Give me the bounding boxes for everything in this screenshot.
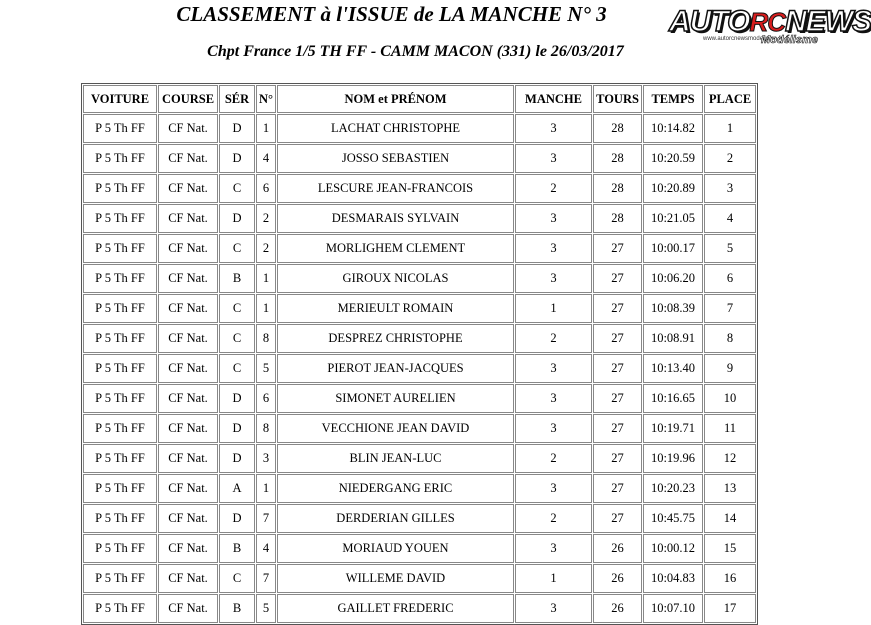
nom-cell: MORLIGHEM CLEMENT (277, 234, 514, 263)
manche-cell: 3 (515, 234, 592, 263)
nom-cell: GAILLET FREDERIC (277, 594, 514, 623)
place-cell: 11 (704, 414, 756, 443)
place-cell: 16 (704, 564, 756, 593)
manche-cell: 3 (515, 414, 592, 443)
table-row (83, 504, 756, 533)
temps-cell: 10:13.40 (643, 354, 703, 383)
numero-cell: 1 (256, 264, 276, 293)
place-cell: 7 (704, 294, 756, 323)
course-cell: CF Nat. (158, 234, 218, 263)
tours-cell: 26 (593, 594, 642, 623)
place-cell: 9 (704, 354, 756, 383)
course-cell: CF Nat. (158, 354, 218, 383)
voiture-cell: P 5 Th FF (83, 174, 157, 203)
numero-cell: 4 (256, 534, 276, 563)
serie-cell: C (219, 564, 255, 593)
logo-url: www.autorcnewsmodelisme.fr (703, 36, 783, 42)
temps-cell: 10:06.20 (643, 264, 703, 293)
place-cell: 3 (704, 174, 756, 203)
manche-cell: 2 (515, 324, 592, 353)
column-header-place: PLACE (704, 85, 756, 113)
table-row (83, 384, 756, 413)
serie-cell: D (219, 444, 255, 473)
tours-cell: 28 (593, 174, 642, 203)
nom-cell: JOSSO SEBASTIEN (277, 144, 514, 173)
course-cell: CF Nat. (158, 114, 218, 143)
nom-cell: VECCHIONE JEAN DAVID (277, 414, 514, 443)
nom-cell: LESCURE JEAN-FRANCOIS (277, 174, 514, 203)
course-cell: CF Nat. (158, 204, 218, 233)
temps-cell: 10:08.39 (643, 294, 703, 323)
voiture-cell: P 5 Th FF (83, 474, 157, 503)
page-title: CLASSEMENT à l'ISSUE de LA MANCHE N° 3 (176, 2, 607, 26)
voiture-cell: P 5 Th FF (83, 354, 157, 383)
serie-cell: D (219, 504, 255, 533)
tours-cell: 27 (593, 354, 642, 383)
course-cell: CF Nat. (158, 564, 218, 593)
course-cell: CF Nat. (158, 414, 218, 443)
serie-cell: C (219, 174, 255, 203)
course-cell: CF Nat. (158, 444, 218, 473)
manche-cell: 3 (515, 144, 592, 173)
temps-cell: 10:20.23 (643, 474, 703, 503)
voiture-cell: P 5 Th FF (83, 114, 157, 143)
tours-cell: 28 (593, 114, 642, 143)
temps-cell: 10:08.91 (643, 324, 703, 353)
nom-cell: WILLEME DAVID (277, 564, 514, 593)
serie-cell: D (219, 114, 255, 143)
voiture-cell: P 5 Th FF (83, 444, 157, 473)
manche-cell: 1 (515, 294, 592, 323)
numero-cell: 1 (256, 294, 276, 323)
temps-cell: 10:20.59 (643, 144, 703, 173)
table-header-row (83, 85, 756, 113)
manche-cell: 3 (515, 114, 592, 143)
voiture-cell: P 5 Th FF (83, 144, 157, 173)
table-row (83, 474, 756, 503)
results-body (83, 114, 756, 623)
course-cell: CF Nat. (158, 324, 218, 353)
course-cell: CF Nat. (158, 534, 218, 563)
logo-wordmark: AUTORCNEWS (669, 5, 871, 38)
numero-cell: 3 (256, 444, 276, 473)
table-row (83, 444, 756, 473)
temps-cell: 10:21.05 (643, 204, 703, 233)
table-row (83, 324, 756, 353)
column-header-course: COURSE (158, 85, 218, 113)
temps-cell: 10:45.75 (643, 504, 703, 533)
course-cell: CF Nat. (158, 144, 218, 173)
serie-cell: C (219, 354, 255, 383)
manche-cell: 2 (515, 504, 592, 533)
serie-cell: D (219, 414, 255, 443)
course-cell: CF Nat. (158, 594, 218, 623)
serie-cell: C (219, 294, 255, 323)
tours-cell: 27 (593, 234, 642, 263)
column-header-temps: TEMPS (643, 85, 703, 113)
column-header-tours: TOURS (593, 85, 642, 113)
tours-cell: 28 (593, 204, 642, 233)
nom-cell: PIEROT JEAN-JACQUES (277, 354, 514, 383)
table-row (83, 144, 756, 173)
voiture-cell: P 5 Th FF (83, 534, 157, 563)
serie-cell: D (219, 144, 255, 173)
nom-cell: SIMONET AURELIEN (277, 384, 514, 413)
numero-cell: 5 (256, 594, 276, 623)
table-row (83, 174, 756, 203)
serie-cell: D (219, 384, 255, 413)
voiture-cell: P 5 Th FF (83, 414, 157, 443)
serie-cell: B (219, 264, 255, 293)
manche-cell: 3 (515, 264, 592, 293)
page-subtitle: Chpt France 1/5 TH FF - CAMM MACON (331) le 26/03/2017 (207, 43, 624, 60)
manche-cell: 2 (515, 444, 592, 473)
tours-cell: 27 (593, 264, 642, 293)
place-cell: 5 (704, 234, 756, 263)
temps-cell: 10:04.83 (643, 564, 703, 593)
serie-cell: C (219, 324, 255, 353)
results-table (81, 83, 758, 625)
tours-cell: 28 (593, 144, 642, 173)
tours-cell: 27 (593, 444, 642, 473)
serie-cell: B (219, 594, 255, 623)
temps-cell: 10:00.12 (643, 534, 703, 563)
place-cell: 13 (704, 474, 756, 503)
manche-cell: 3 (515, 474, 592, 503)
serie-cell: C (219, 234, 255, 263)
table-row (83, 354, 756, 383)
column-header-manche: MANCHE (515, 85, 592, 113)
place-cell: 2 (704, 144, 756, 173)
tours-cell: 27 (593, 384, 642, 413)
course-cell: CF Nat. (158, 294, 218, 323)
temps-cell: 10:14.82 (643, 114, 703, 143)
column-header-nom: NOM et PRÉNOM (277, 85, 514, 113)
temps-cell: 10:07.10 (643, 594, 703, 623)
column-header-serie: SÉR (219, 85, 255, 113)
numero-cell: 6 (256, 174, 276, 203)
manche-cell: 3 (515, 384, 592, 413)
table-row (83, 594, 756, 623)
place-cell: 12 (704, 444, 756, 473)
nom-cell: MERIEULT ROMAIN (277, 294, 514, 323)
nom-cell: NIEDERGANG ERIC (277, 474, 514, 503)
tours-cell: 27 (593, 474, 642, 503)
place-cell: 15 (704, 534, 756, 563)
voiture-cell: P 5 Th FF (83, 234, 157, 263)
voiture-cell: P 5 Th FF (83, 594, 157, 623)
nom-cell: DESMARAIS SYLVAIN (277, 204, 514, 233)
serie-cell: B (219, 534, 255, 563)
nom-cell: BLIN JEAN-LUC (277, 444, 514, 473)
temps-cell: 10:19.71 (643, 414, 703, 443)
course-cell: CF Nat. (158, 504, 218, 533)
numero-cell: 2 (256, 234, 276, 263)
temps-cell: 10:16.65 (643, 384, 703, 413)
table-row (83, 114, 756, 143)
temps-cell: 10:00.17 (643, 234, 703, 263)
place-cell: 1 (704, 114, 756, 143)
column-header-numero: N° (256, 85, 276, 113)
tours-cell: 26 (593, 534, 642, 563)
table-row (83, 564, 756, 593)
table-row (83, 414, 756, 443)
temps-cell: 10:19.96 (643, 444, 703, 473)
voiture-cell: P 5 Th FF (83, 384, 157, 413)
course-cell: CF Nat. (158, 474, 218, 503)
course-cell: CF Nat. (158, 174, 218, 203)
place-cell: 10 (704, 384, 756, 413)
course-cell: CF Nat. (158, 384, 218, 413)
numero-cell: 8 (256, 324, 276, 353)
place-cell: 17 (704, 594, 756, 623)
manche-cell: 3 (515, 594, 592, 623)
nom-cell: GIROUX NICOLAS (277, 264, 514, 293)
numero-cell: 5 (256, 354, 276, 383)
manche-cell: 1 (515, 564, 592, 593)
temps-cell: 10:20.89 (643, 174, 703, 203)
serie-cell: A (219, 474, 255, 503)
tours-cell: 27 (593, 294, 642, 323)
tours-cell: 26 (593, 564, 642, 593)
manche-cell: 2 (515, 174, 592, 203)
numero-cell: 7 (256, 564, 276, 593)
voiture-cell: P 5 Th FF (83, 294, 157, 323)
numero-cell: 4 (256, 144, 276, 173)
course-cell: CF Nat. (158, 264, 218, 293)
tours-cell: 27 (593, 324, 642, 353)
tours-cell: 27 (593, 414, 642, 443)
place-cell: 14 (704, 504, 756, 533)
column-header-voiture: VOITURE (83, 85, 157, 113)
nom-cell: LACHAT CHRISTOPHE (277, 114, 514, 143)
serie-cell: D (219, 204, 255, 233)
numero-cell: 6 (256, 384, 276, 413)
numero-cell: 2 (256, 204, 276, 233)
table-row (83, 234, 756, 263)
manche-cell: 3 (515, 354, 592, 383)
place-cell: 4 (704, 204, 756, 233)
autorcnews-logo (669, 4, 871, 46)
voiture-cell: P 5 Th FF (83, 204, 157, 233)
voiture-cell: P 5 Th FF (83, 264, 157, 293)
place-cell: 8 (704, 324, 756, 353)
tours-cell: 27 (593, 504, 642, 533)
numero-cell: 1 (256, 474, 276, 503)
voiture-cell: P 5 Th FF (83, 324, 157, 353)
numero-cell: 7 (256, 504, 276, 533)
nom-cell: MORIAUD YOUEN (277, 534, 514, 563)
manche-cell: 3 (515, 534, 592, 563)
table-row (83, 294, 756, 323)
voiture-cell: P 5 Th FF (83, 564, 157, 593)
table-row (83, 534, 756, 563)
manche-cell: 3 (515, 204, 592, 233)
nom-cell: DERDERIAN GILLES (277, 504, 514, 533)
numero-cell: 8 (256, 414, 276, 443)
nom-cell: DESPREZ CHRISTOPHE (277, 324, 514, 353)
place-cell: 6 (704, 264, 756, 293)
table-row (83, 204, 756, 233)
logo-tagline: Modélisme (761, 34, 818, 46)
numero-cell: 1 (256, 114, 276, 143)
voiture-cell: P 5 Th FF (83, 504, 157, 533)
table-row (83, 264, 756, 293)
